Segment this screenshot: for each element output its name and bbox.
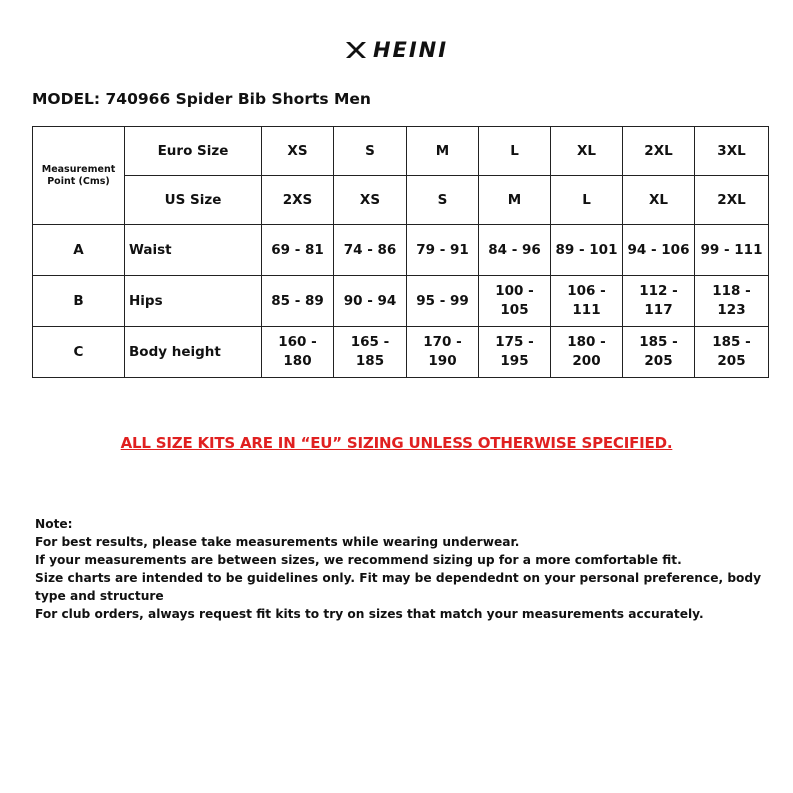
note-line: For best results, please take measurements while wearing underwear. <box>35 535 520 549</box>
eu-sizing-notice: ALL SIZE KITS ARE IN “EU” SIZING UNLESS OTHERWISE SPECIFIED. <box>120 434 673 452</box>
value-cell: 95 - 99 <box>407 276 479 327</box>
value-cell: 69 - 81 <box>262 225 334 276</box>
value-cell: 85 - 89 <box>262 276 334 327</box>
table-row-waist <box>33 225 769 276</box>
measurement-name: Waist <box>125 225 262 276</box>
note-line: Size charts are intended to be guidelines only. Fit may be dependednt on your personal preference, body type and structure <box>35 571 762 603</box>
value-cell: 175 - 195 <box>479 327 551 378</box>
table-row-hips <box>33 276 769 327</box>
value-cell: 170 - 190 <box>407 327 479 378</box>
brand-logo <box>0 38 793 62</box>
us-size-cell: L <box>551 176 623 225</box>
table-row-euro <box>33 127 769 176</box>
value-cell: 165 - 185 <box>334 327 407 378</box>
value-cell: 106 - 111 <box>551 276 623 327</box>
value-cell: 94 - 106 <box>623 225 695 276</box>
us-size-cell: S <box>407 176 479 225</box>
value-cell: 160 - 180 <box>262 327 334 378</box>
euro-size-cell: 2XL <box>623 127 695 176</box>
table-row-us <box>33 176 769 225</box>
model-title: MODEL: 740966 Spider Bib Shorts Men <box>32 90 371 108</box>
value-cell: 99 - 111 <box>695 225 769 276</box>
notes-heading: Note: <box>35 517 73 531</box>
value-cell: 118 - 123 <box>695 276 769 327</box>
measurement-name: Body height <box>125 327 262 378</box>
value-cell: 89 - 101 <box>551 225 623 276</box>
logo-text: HEINI <box>372 38 449 62</box>
euro-size-cell: XL <box>551 127 623 176</box>
measurement-name: Hips <box>125 276 262 327</box>
us-size-cell: XL <box>623 176 695 225</box>
value-cell: 90 - 94 <box>334 276 407 327</box>
notes-section <box>35 515 765 623</box>
value-cell: 185 - 205 <box>623 327 695 378</box>
euro-size-cell: 3XL <box>695 127 769 176</box>
us-size-cell: M <box>479 176 551 225</box>
value-cell: 112 - 117 <box>623 276 695 327</box>
us-size-cell: 2XS <box>262 176 334 225</box>
point-label: C <box>33 327 125 378</box>
value-cell: 180 - 200 <box>551 327 623 378</box>
point-label: B <box>33 276 125 327</box>
euro-size-cell: M <box>407 127 479 176</box>
note-line: If your measurements are between sizes, we recommend sizing up for a more comfortable fit. <box>35 553 682 567</box>
value-cell: 84 - 96 <box>479 225 551 276</box>
euro-size-cell: S <box>334 127 407 176</box>
value-cell: 185 - 205 <box>695 327 769 378</box>
us-size-cell: 2XL <box>695 176 769 225</box>
euro-size-label: Euro Size <box>125 127 262 176</box>
us-size-label: US Size <box>125 176 262 225</box>
measurement-point-header: Measurement Point (Cms) <box>33 127 125 225</box>
value-cell: 74 - 86 <box>334 225 407 276</box>
size-chart-table <box>32 126 769 378</box>
us-size-cell: XS <box>334 176 407 225</box>
euro-size-cell: L <box>479 127 551 176</box>
value-cell: 100 - 105 <box>479 276 551 327</box>
table-row-body-height <box>33 327 769 378</box>
heini-logo-icon <box>345 41 367 59</box>
euro-size-cell: XS <box>262 127 334 176</box>
note-line: For club orders, always request fit kits to try on sizes that match your measurements accurately. <box>35 607 704 621</box>
value-cell: 79 - 91 <box>407 225 479 276</box>
point-label: A <box>33 225 125 276</box>
